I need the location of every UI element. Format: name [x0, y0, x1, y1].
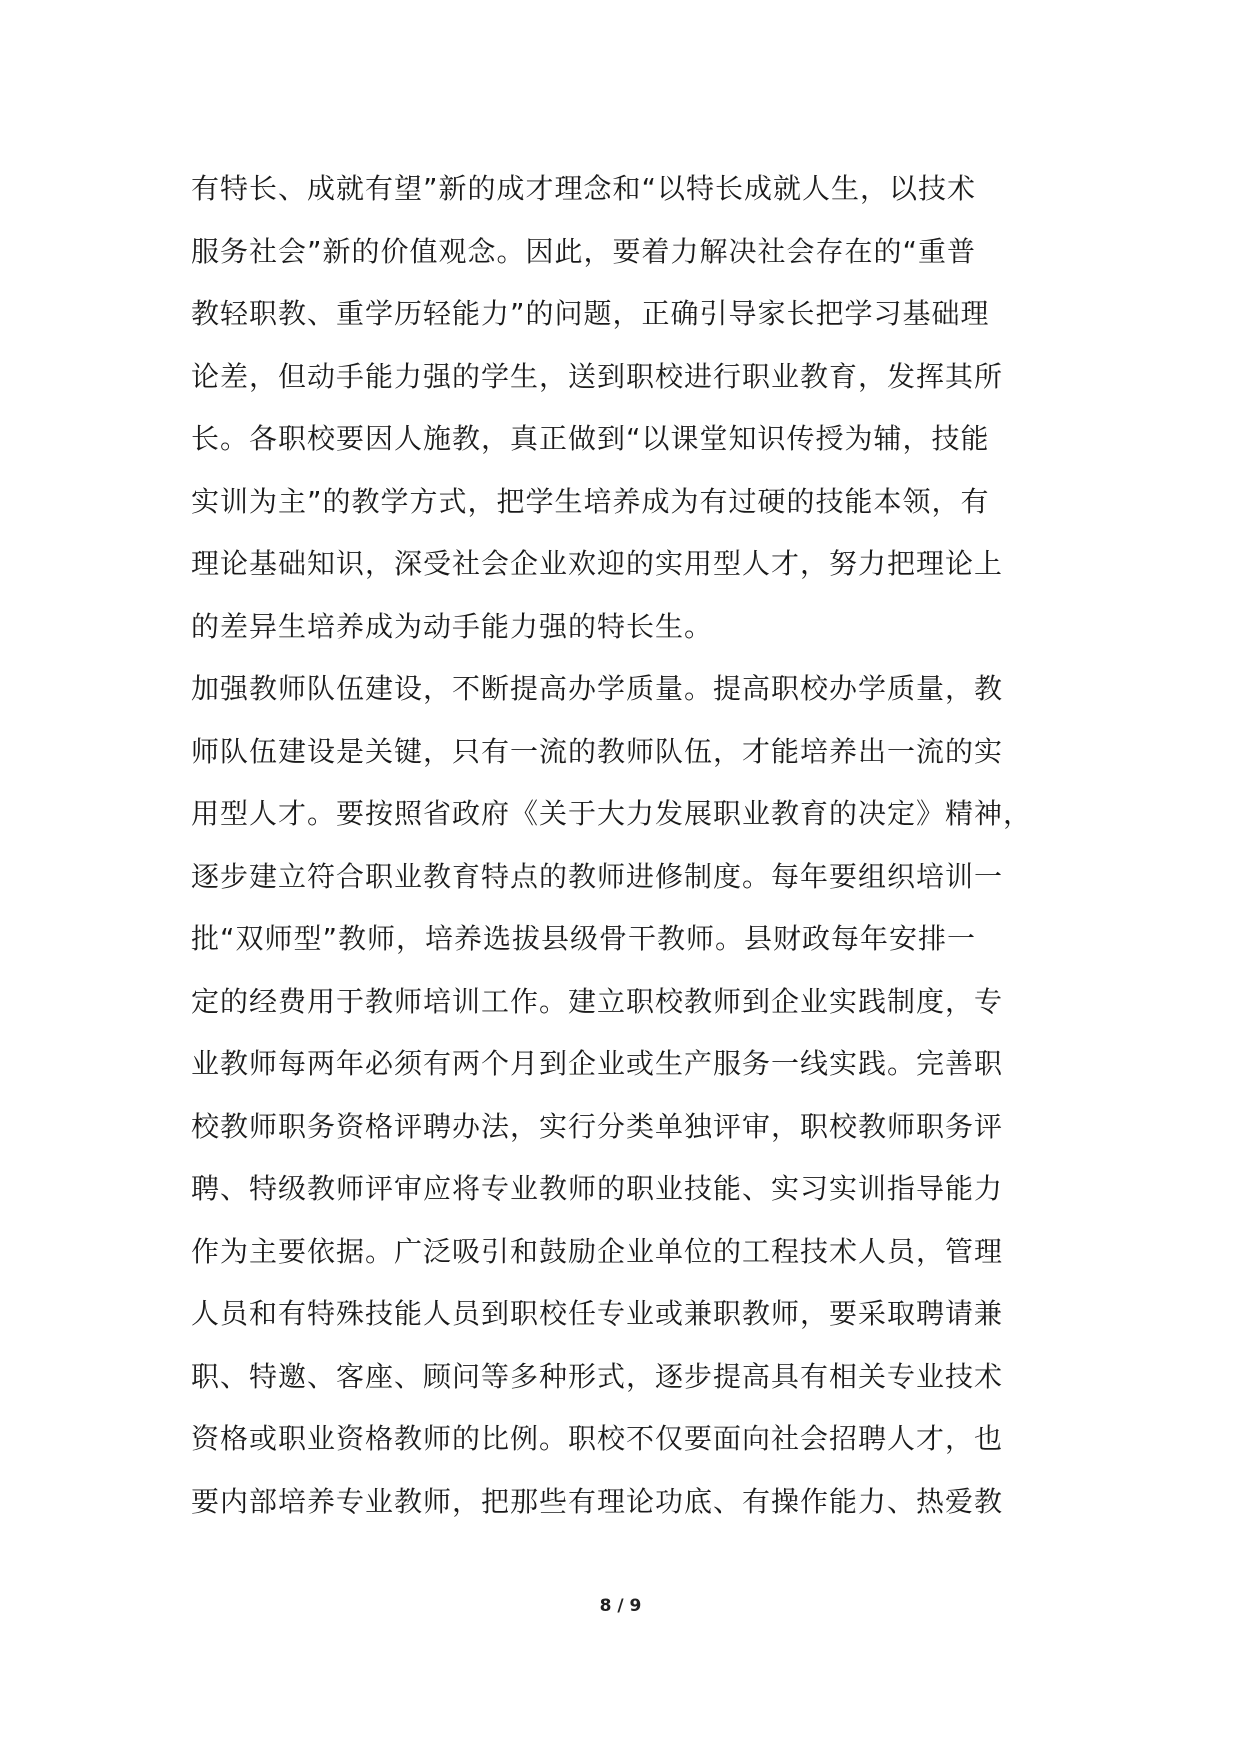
text-line: 实训为主”的教学方式，把学生培养成为有过硬的技能本领，有 — [191, 484, 990, 518]
text-line: 教轻职教、重学历轻能力”的问题，正确引导家长把学习基础理 — [191, 297, 990, 330]
text-line: 用型人才。要按照省政府《关于大力发展职业教育的决定》精神， — [191, 797, 1033, 830]
text-line: 逐步建立符合职业教育特点的教师进修制度。每年要组织培训一 — [191, 859, 1004, 893]
text-line: 聘、特级教师评审应将专业教师的职业技能、实习实训指导能力 — [191, 1172, 1004, 1205]
text-line: 定的经费用于教师培训工作。建立职校教师到企业实践制度，专 — [191, 984, 1004, 1018]
text-line: 论差，但动手能力强的学生，送到职校进行职业教育，发挥其所 — [191, 359, 1004, 393]
page-number: 8 / 9 — [599, 1596, 642, 1616]
text-line: 业教师每两年必须有两个月到企业或生产服务一线实践。完善职 — [191, 1047, 1004, 1080]
text-line: 人员和有特殊技能人员到职校任专业或兼职教师，要采取聘请兼 — [191, 1297, 1004, 1330]
text-line: 资格或职业资格教师的比例。职校不仅要面向社会招聘人才，也 — [191, 1422, 1004, 1455]
text-line: 校教师职务资格评聘办法，实行分类单独评审，职校教师职务评 — [191, 1109, 1004, 1143]
text-line: 作为主要依据。广泛吸引和鼓励企业单位的工程技术人员，管理 — [191, 1234, 1004, 1268]
text-line: 服务社会”新的价值观念。因此，要着力解决社会存在的“重普 — [191, 234, 977, 268]
text-line: 加强教师队伍建设，不断提高办学质量。提高职校办学质量，教 — [191, 672, 1004, 705]
text-line: 长。各职校要因人施教，真正做到“以课堂知识传授为辅，技能 — [191, 422, 990, 455]
text-line: 的差异生培养成为动手能力强的特长生。 — [191, 609, 714, 643]
body-text — [191, 158, 1051, 1533]
text-line: 职、特邀、客座、顾问等多种形式，逐步提高具有相关专业技术 — [191, 1359, 1004, 1393]
text-line: 有特长、成就有望”新的成才理念和“以特长成就人生，以技术 — [191, 172, 977, 205]
text-line: 理论基础知识，深受社会企业欢迎的实用型人才，努力把理论上 — [191, 547, 1004, 580]
text-line: 批“双师型”教师，培养选拔县级骨干教师。县财政每年安排一 — [191, 922, 977, 955]
text-line: 要内部培养专业教师，把那些有理论功底、有操作能力、热爱教 — [191, 1484, 1004, 1518]
text-line: 师队伍建设是关键，只有一流的教师队伍，才能培养出一流的实 — [191, 734, 1004, 768]
